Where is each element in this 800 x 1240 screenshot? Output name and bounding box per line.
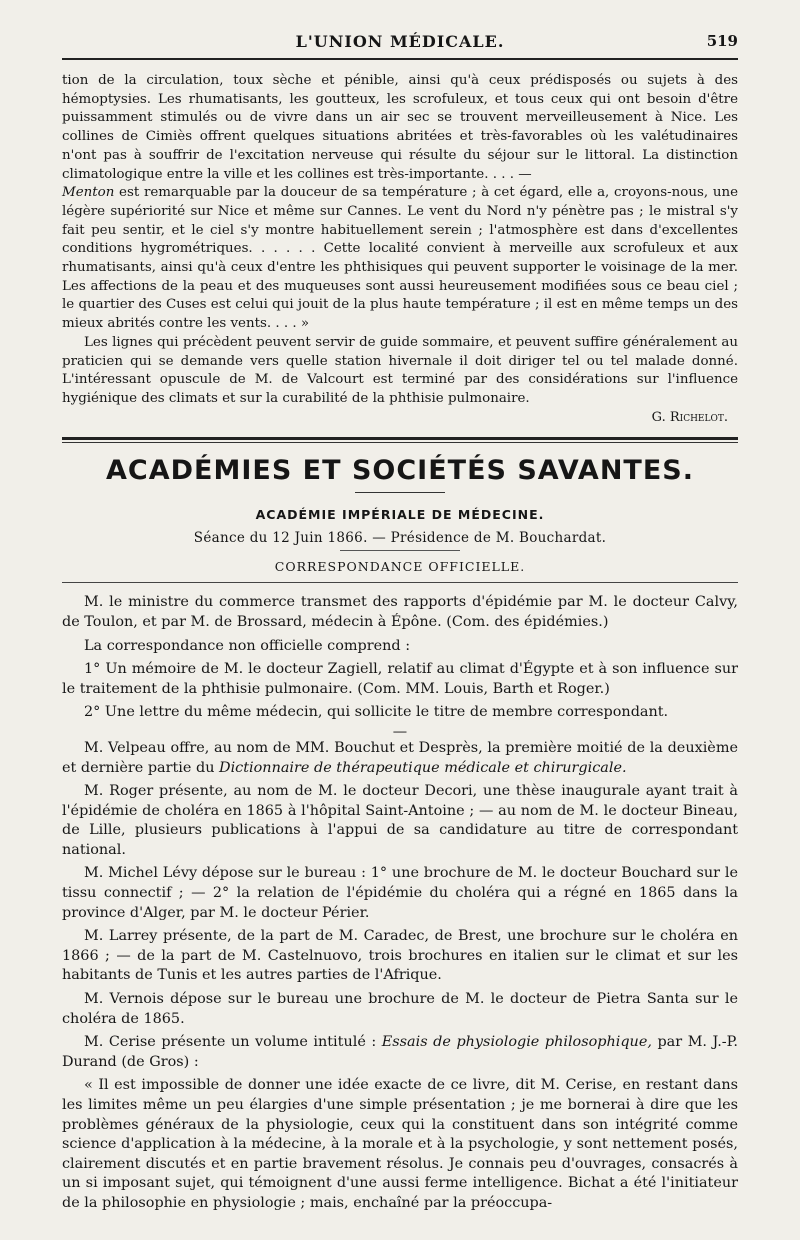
section-title: ACADÉMIES ET SOCIÉTÉS SAVANTES.: [106, 455, 694, 487]
minutes-paragraph-6: M. Roger présente, au nom de M. le docteur Decori, une thèse inaugurale ayant trait à l'épidémie de choléra en 1865 à l'hôpital Saint-Antoine ; — au nom de M. le docteur Bineau, de Lille, plusieurs publications à l'appui de sa candidature au titre de correspondant national.: [62, 783, 738, 858]
essay-title: Essais de physiologie philosophique,: [381, 1034, 652, 1051]
page-number: 519: [706, 32, 738, 50]
minutes-paragraph-4: 2° Une lettre du même médecin, qui sollicite le titre de membre correspondant.: [84, 704, 669, 721]
cerise-author: par M. J.-P. Durand (de Gros) :: [62, 1034, 738, 1070]
intro-paragraph-2: [62, 184, 738, 334]
section-rule: [62, 437, 738, 440]
signature: G. Richelot.: [651, 409, 728, 425]
menton-lead: Menton: [62, 185, 115, 201]
intro-text: [62, 72, 738, 427]
running-head: [62, 20, 738, 60]
section-rule-thin: [62, 442, 738, 443]
correspondence-rule: [62, 582, 738, 583]
intro-paragraph-1: tion de la circulation, toux sèche et pénible, ainsi qu'à ceux prédisposés ou sujets à des hémoptysies. Les rhumatisants, les goutteux, les scrofuleux, et tous ceux qui ont besoin d'être puissamment stimulés ou de vivre dans un air sec se trouvent merveilleusement à Nice. Les collines de Cimiès offrent quelques situations abritées et très-favorables où les valétudinaires n'ont pas à souffrir de l'excitation nerveuse qui résulte du séjour sur le littoral. La distinction climatologique entre la ville et les collines est très-importante. . . . —: [62, 73, 738, 182]
academy-title: ACADÉMIE IMPÉRIALE DE MÉDECINE.: [255, 507, 545, 523]
title-underline: [355, 492, 445, 493]
session-rule: [340, 550, 460, 551]
session-line: Séance du 12 Juin 1866. — Présidence de M. Bouchardat.: [193, 530, 607, 547]
menton-text: est remarquable par la douceur de sa température ; à cet égard, elle a, croyons-nous, une légère supériorité sur Nice et même sur Cannes. Le vent du Nord n'y pénètre pas ; le mistral s'y fait peu sentir, et le ciel s'y montre habituellement serein ; l'atmosphère est dans d'excellentes conditions hygrométriques. . . . . . Cette localité convient à merveille aux scrofuleux et aux rhumatisants, ainsi qu'à ceux d'entre les phthisiques qui peuvent supporter le voisinage de la mer. Les affections de la peau et des muqueuses sont aussi heureusement modifiées sous ce beau ciel ; le quartier des Cuses est celui qui jouit de la plus haute température ; il est en même temps un des mieux abrités contre les vents. . . . »: [62, 185, 738, 332]
velpeau-text: M. Velpeau offre, au nom de MM. Bouchut et Desprès, la première moitié de la deuxième et dernière partie du: [62, 739, 738, 776]
intro-paragraph-3: Les lignes qui précèdent peuvent servir de guide sommaire, et peuvent suffire généralement au praticien qui se demande vers quelle station hivernale il doit diriger tel ou tel malade donné. L'intéressant opuscule de M. de Valcourt est terminé par des considérations sur l'influence hygiénique des climats et sur la curabilité de la phthisie pulmonaire.: [62, 334, 738, 406]
minutes-paragraph-7: M. Michel Lévy dépose sur le bureau : 1° une brochure de M. le docteur Bouchard sur le tissu connectif ; — 2° la relation de l'épidémie du choléra qui a régné en 1865 dans la province d'Alger, par M. le docteur Périer.: [62, 865, 738, 921]
correspondence-title: CORRESPONDANCE OFFICIELLE.: [274, 559, 526, 575]
minutes-paragraph-8: M. Larrey présente, de la part de M. Caradec, de Brest, une brochure sur le choléra en 1866 ; — de la part de M. Castelnuovo, trois brochures en italien sur le climat et sur les habitants de Tunis et les autres parties de l'Afrique.: [62, 928, 738, 984]
journal-title: L'UNION MÉDICALE.: [295, 32, 505, 51]
minutes-paragraph-3: 1° Un mémoire de M. le docteur Zagiell, relatif au climat d'Égypte et à son influence sur le traitement de la phthisie pulmonaire. (Com. MM. Louis, Barth et Roger.): [62, 661, 738, 697]
minutes-paragraph-10: [62, 1033, 738, 1072]
minutes-paragraph-2: La correspondance non officielle comprend :: [84, 637, 411, 654]
separator-dash: —: [392, 723, 408, 740]
dictionary-title: Dictionnaire de thérapeutique médicale et chirurgicale.: [219, 759, 627, 776]
page: [62, 20, 738, 1214]
minutes-paragraph-11: « Il est impossible de donner une idée exacte de ce livre, dit M. Cerise, en restant dans les limites même un peu élargies d'une simple présentation ; je me bornerai à dire que les problèmes généraux de la physiologie, ceux qui la constituent dans son intégrité comme science d'application à la médecine, à la morale et à la psychologie, y sont nettement posés, clairement discutés et en partie bravement résolus. Je connais peu d'ouvrages, consacrés à un si imposant sujet, qui témoignent d'une aussi ferme intelligence. Bichat a été l'initiateur de la philosophie en physiologie ; mais, enchaîné par la préoccupa-: [62, 1077, 738, 1211]
minutes-paragraph-5: [62, 739, 738, 778]
minutes-paragraph-1: M. le ministre du commerce transmet des rapports d'épidémie par M. le docteur Calvy, de Toulon, et par M. de Brossard, médecin à Épône. (Com. des épidémies.): [62, 594, 738, 630]
cerise-text: M. Cerise présente un volume intitulé :: [84, 1034, 382, 1051]
minutes-paragraph-9: M. Vernois dépose sur le bureau une brochure de M. le docteur de Pietra Santa sur le choléra de 1865.: [62, 991, 738, 1027]
minutes-text: [62, 593, 738, 1213]
